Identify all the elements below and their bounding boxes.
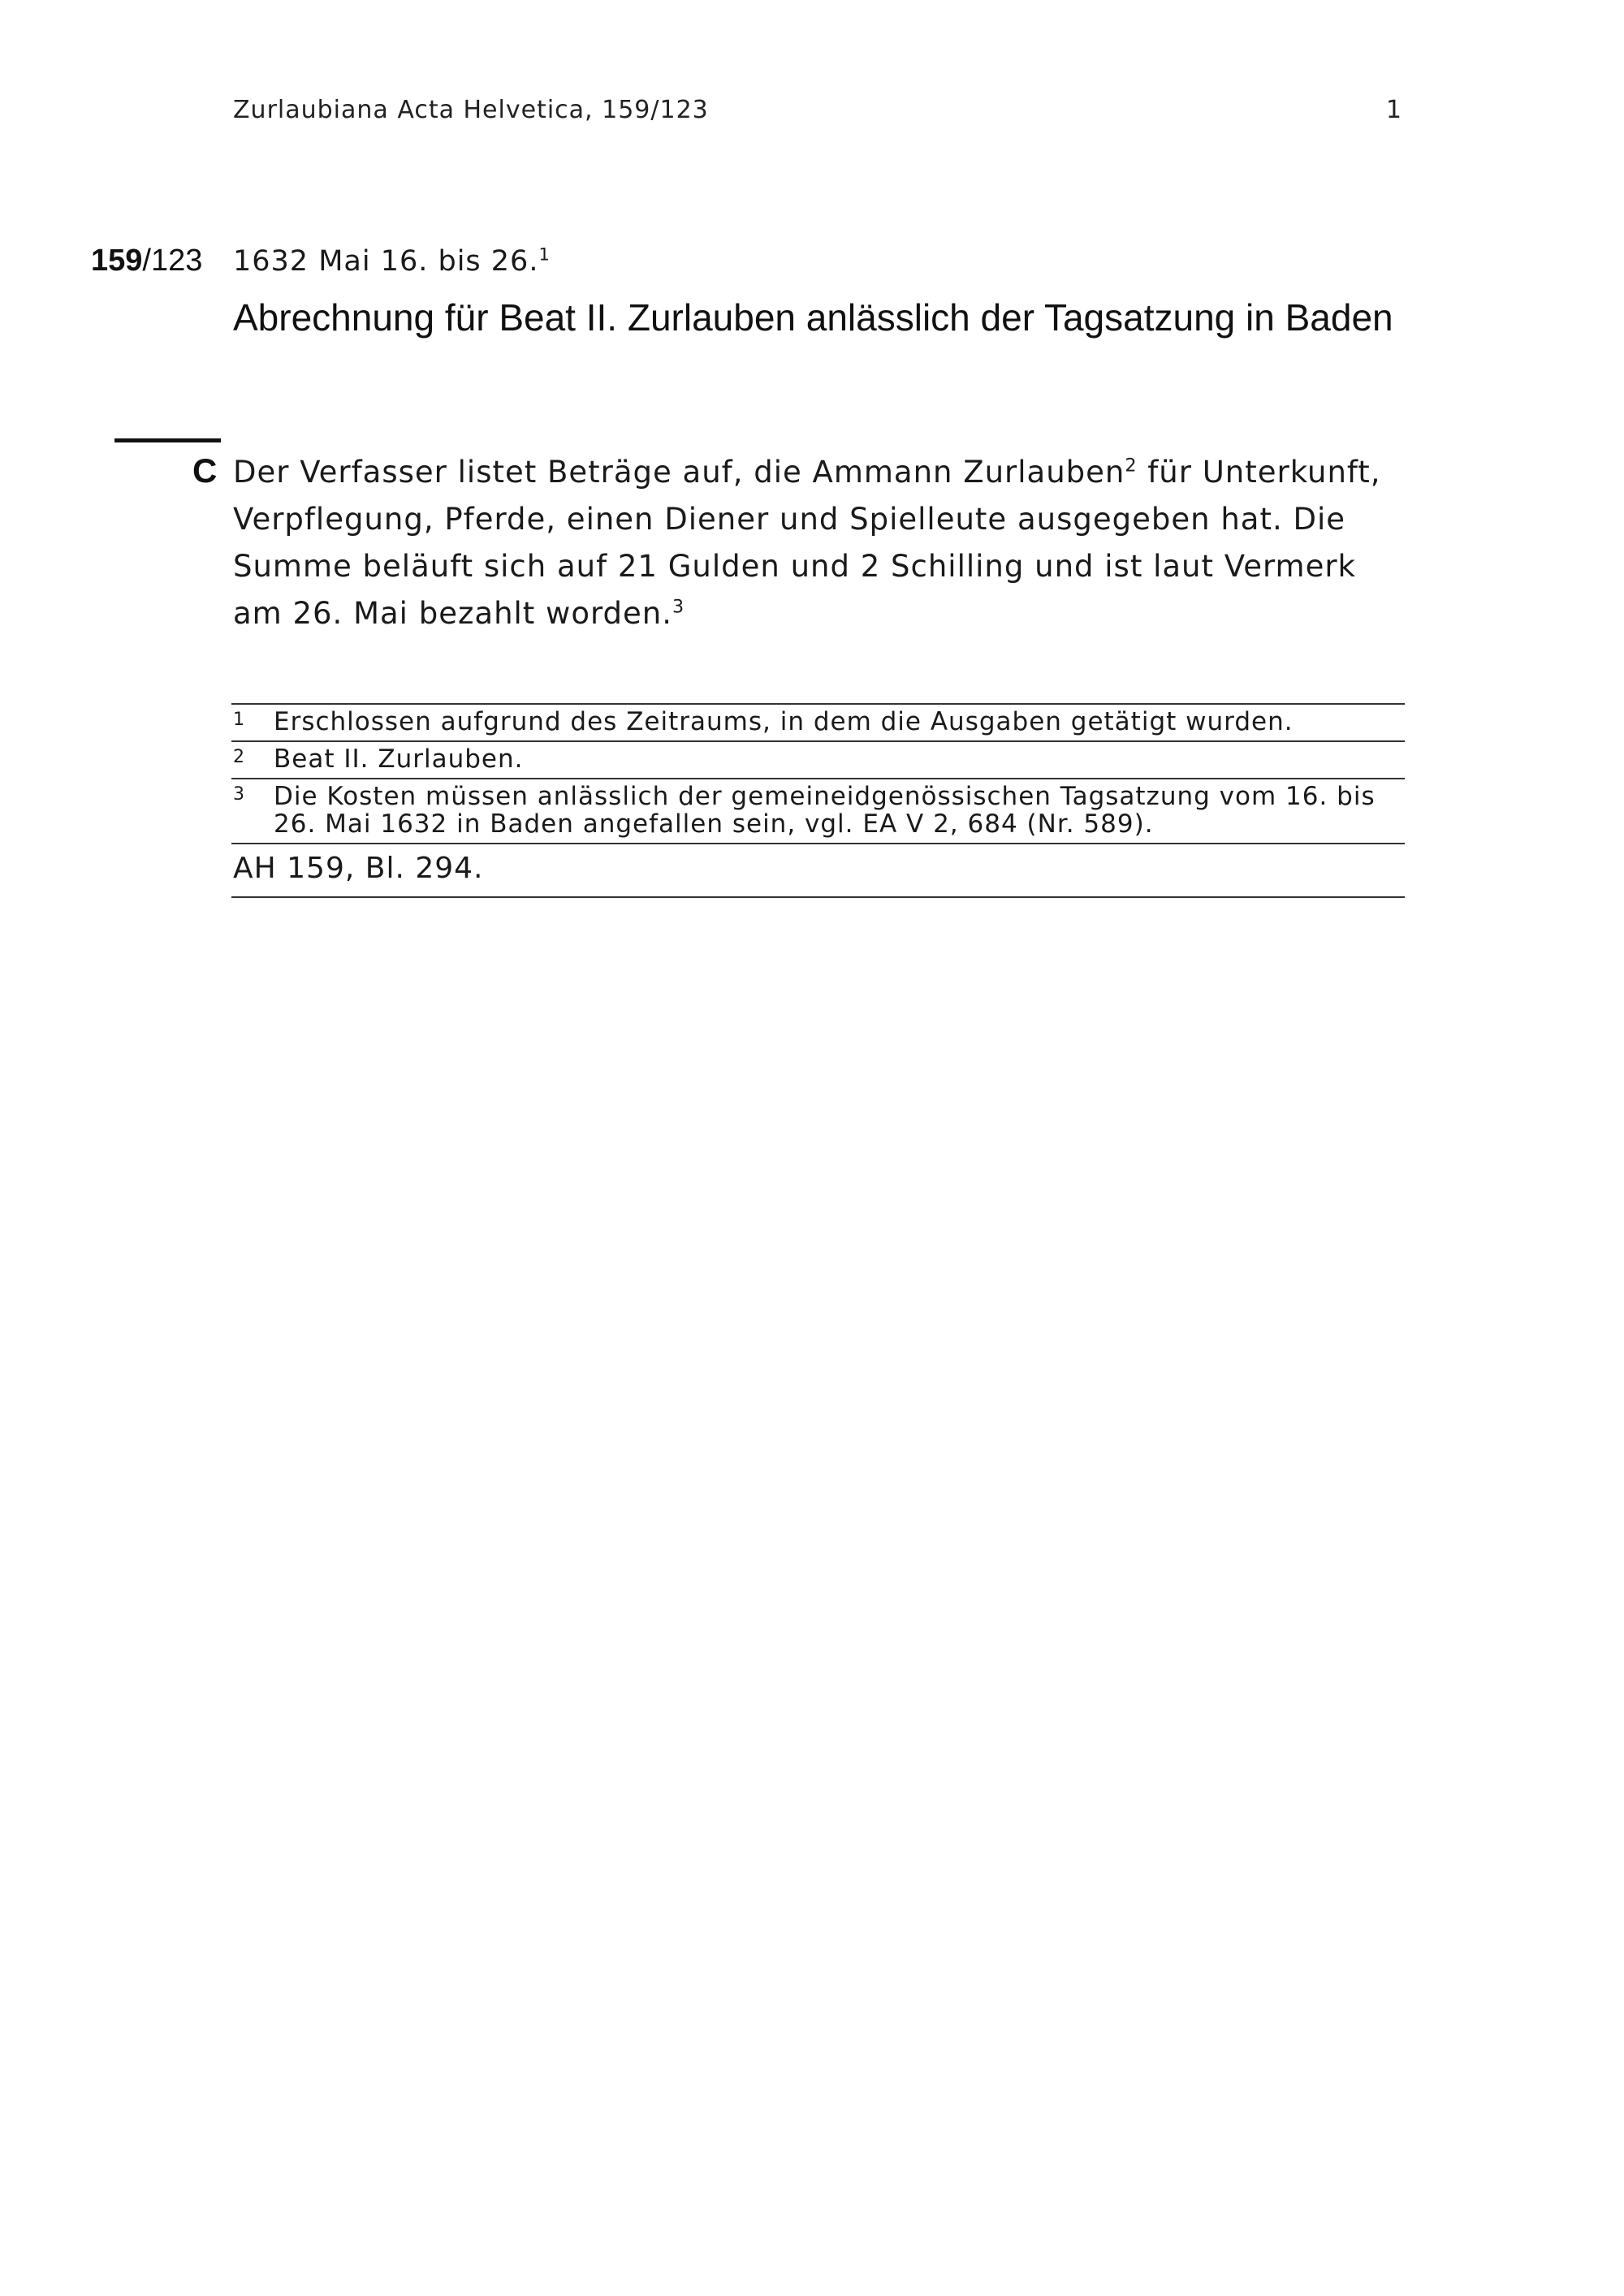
footnote-mark: 3 (233, 784, 245, 805)
summary-marker: C (192, 451, 218, 490)
footnote-ref-3[interactable]: 3 (672, 596, 685, 618)
document-number-item: /123 (142, 244, 203, 278)
source-reference: AH 159, Bl. 294. (231, 843, 1405, 898)
document-number-volume: 159 (91, 244, 143, 278)
footnote-ref-1[interactable]: 1 (538, 244, 551, 265)
page-number: 1 (1385, 96, 1402, 124)
document-date-text: 1632 Mai 16. bis 26. (233, 245, 539, 278)
footnote-3 (231, 778, 1405, 843)
running-title: Zurlaubiana Acta Helvetica, 159/123 (233, 96, 709, 124)
document-date (233, 245, 551, 278)
summary-text (233, 449, 1402, 637)
footnote-text: Die Kosten müssen anlässlich der gemeineidgenössischen Tagsatzung vom 16. bis 26. Mai 1632 in Baden angefallen sein, vgl. EA V 2, 684 (Nr. 589). (274, 782, 1376, 839)
document-number (91, 244, 202, 278)
summary-text-part2: für Unterkunft, Verpflegung, Pferde, einen Diener und Spielleute ausgegeben hat. Die Summe beläuft sich auf 21 Gulden und 2 Schilling und ist laut Vermerk am 26. Mai bezahlt worden. (233, 455, 1381, 631)
footnote-mark: 1 (233, 710, 245, 730)
summary-rule (114, 438, 221, 442)
summary-text-part1: Der Verfasser listet Beträge auf, die Ammann Zurlauben (233, 455, 1125, 490)
running-head (233, 96, 1402, 124)
footnote-1 (231, 703, 1405, 740)
footnote-ref-2[interactable]: 2 (1125, 455, 1138, 477)
footnote-mark: 2 (233, 747, 245, 767)
document-title: Abrechnung für Beat II. Zurlauben anlässlich der Tagsatzung in Baden (233, 296, 1393, 339)
footnote-text: Beat II. Zurlauben. (274, 744, 524, 774)
footnote-2 (231, 740, 1405, 778)
footnote-text: Erschlossen aufgrund des Zeitraums, in dem die Ausgaben getätigt wurden. (274, 707, 1294, 736)
footnotes (231, 703, 1405, 898)
